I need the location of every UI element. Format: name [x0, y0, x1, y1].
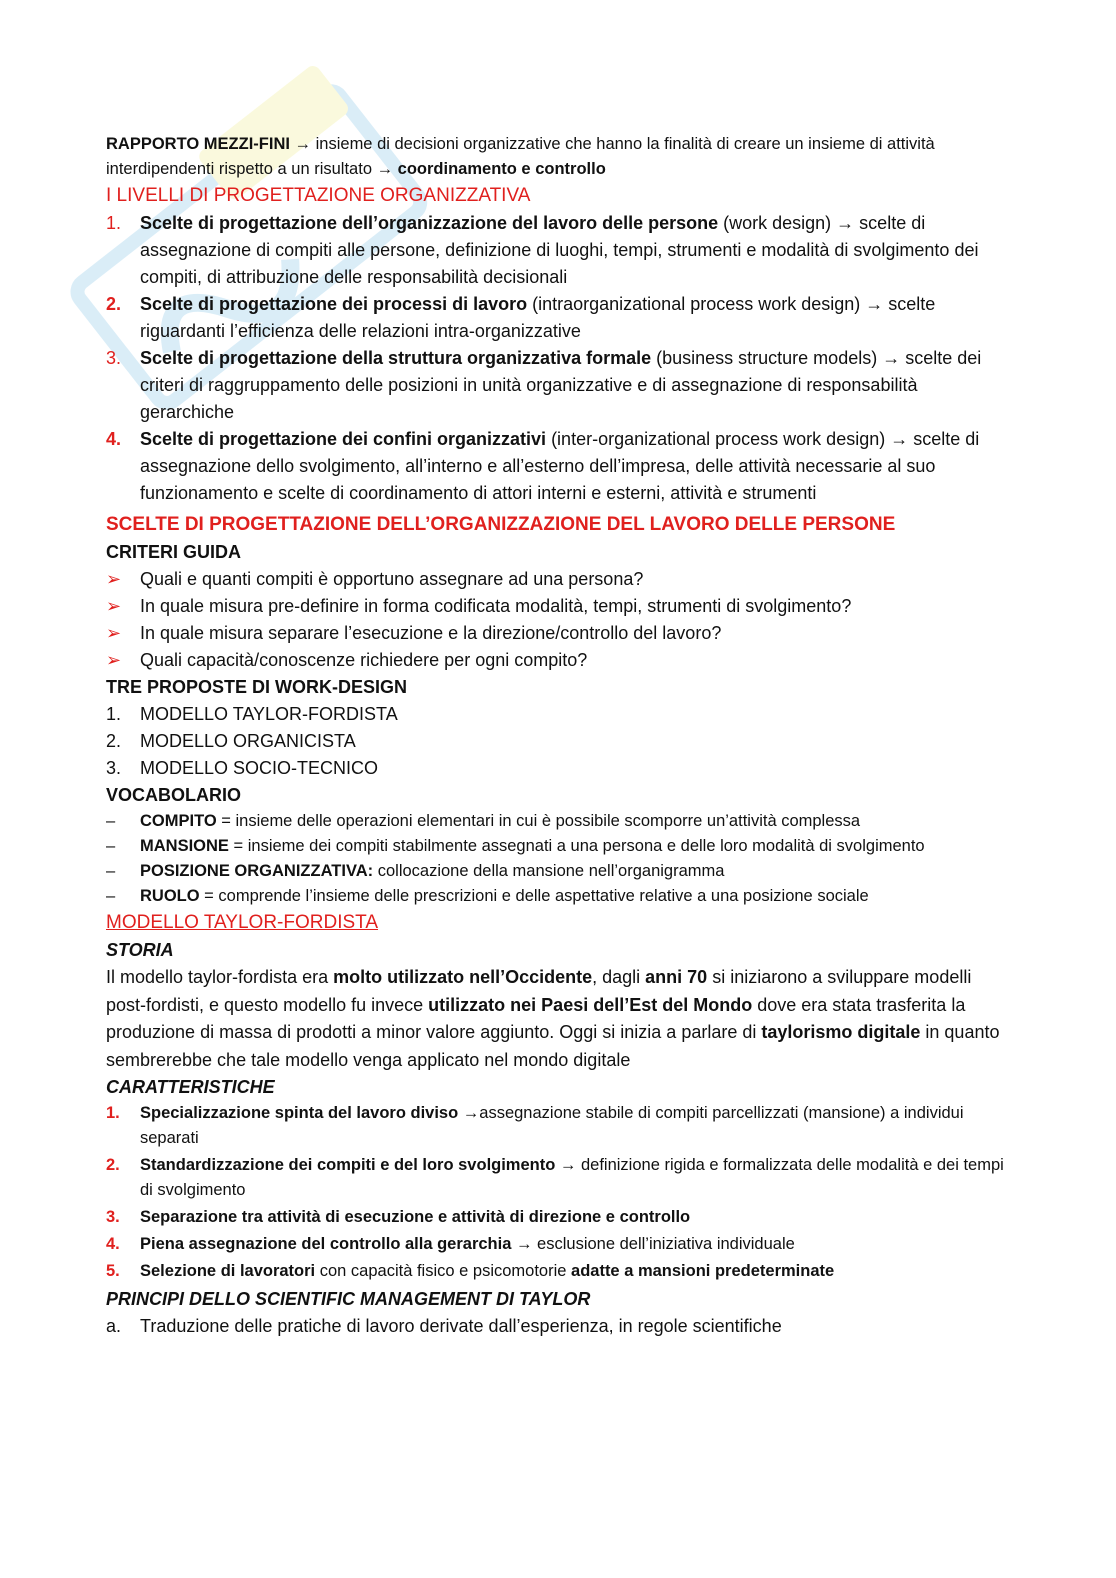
vocab-def: = comprende l’insieme delle prescrizioni e delle aspettative relative a una posizione sociale — [199, 887, 869, 905]
arrow-icon: → — [294, 135, 312, 153]
storia-segment: taylorismo digitale — [761, 1022, 921, 1042]
arrow-bullet-icon: ➢ — [106, 596, 122, 616]
livelli-title: I LIVELLI DI PROGETTAZIONE ORGANIZZATIVA — [106, 185, 531, 206]
livello-text: (intraorganizational process work design) → scelte riguardanti l’efficienza delle relazioni intra-organizzative — [140, 294, 936, 341]
taylor-title: MODELLO TAYLOR-FORDISTA — [106, 912, 379, 933]
vocab-item — [106, 809, 1006, 834]
criterio-item — [106, 647, 1006, 674]
livello-text: (business structure models) → scelte dei criteri di raggruppamento delle posizioni in unità organizzative e di assegnazione di responsabilità gerarchiche — [140, 348, 982, 422]
caratteristica-text: → esclusione dell’iniziativa individuale — [511, 1235, 795, 1253]
storia-title: STORIA — [106, 940, 174, 960]
storia-segment: si iniziarono a sviluppare modelli post-fordisti, e questo modello fu invece — [106, 967, 972, 1015]
proposta-text: MODELLO ORGANICISTA — [140, 731, 356, 751]
list-number: 2. — [106, 1156, 120, 1174]
arrow-icon: → — [376, 160, 394, 178]
proposta-item — [106, 701, 1006, 728]
livello-item — [106, 345, 1006, 426]
vocab-def: = insieme dei compiti stabilmente assegnati a una persona e delle loro modalità di svolgimento — [228, 837, 925, 855]
proposta-item — [106, 755, 1006, 782]
proposta-text: MODELLO SOCIO-TECNICO — [140, 758, 379, 778]
list-number: 2. — [106, 294, 122, 314]
dash-icon: – — [106, 837, 116, 855]
list-number: 1. — [106, 213, 122, 233]
list-number: 1. — [106, 1104, 120, 1122]
list-number: 4. — [106, 1235, 120, 1253]
list-number: 4. — [106, 429, 122, 449]
caratteristica-item — [106, 1101, 1006, 1151]
caratteristica-text: →assegnazione stabile di compiti parcellizzati (mansione) a individui separati — [140, 1104, 964, 1147]
caratteristica-text: Specializzazione spinta del lavoro diviso — [140, 1104, 463, 1122]
list-number: 5. — [106, 1262, 120, 1280]
principi-list — [106, 1313, 1006, 1340]
storia-segment: , dagli — [592, 967, 646, 987]
document-page — [106, 130, 1006, 1340]
intro-paragraph — [106, 132, 1006, 182]
intro-text: insieme di decisioni organizzative che hanno la finalità di creare un insieme di attività interdipendenti rispetto a un risultato — [106, 135, 935, 178]
livello-bold: Scelte di progettazione dell’organizzazione del lavoro delle persone — [140, 213, 719, 233]
arrow-bullet-icon: ➢ — [106, 623, 122, 643]
livello-text: (work design) → scelte di assegnazione di compiti alle persone, definizione di luoghi, tempi, strumenti e modalità di svolgimento dei compiti, di attribuzione delle responsabilità decisionali — [140, 213, 979, 287]
principio-text: Traduzione delle pratiche di lavoro derivate dall’esperienza, in regole scientifiche — [140, 1316, 782, 1336]
dash-icon: – — [106, 887, 116, 905]
list-number: 2. — [106, 731, 122, 751]
vocab-item — [106, 884, 1006, 909]
storia-segment: utilizzato nei Paesi dell’Est del Mondo — [428, 994, 753, 1015]
storia-segment: dove era stata trasferita la produzione di massa di prodotti a minor valore aggiunto. Oggi si inizia a parlare di — [106, 994, 966, 1042]
proposte-title: TRE PROPOSTE DI WORK-DESIGN — [106, 677, 408, 697]
caratteristica-item — [106, 1232, 1006, 1257]
livello-bold: Scelte di progettazione dei processi di lavoro — [140, 294, 528, 314]
list-letter: a. — [106, 1316, 122, 1336]
caratteristiche-list — [106, 1101, 1006, 1284]
list-number: 1. — [106, 704, 122, 724]
caratteristica-item — [106, 1259, 1006, 1284]
vocab-def: = insieme delle operazioni elementari in cui è possibile scomporre un’attività complessa — [216, 812, 861, 830]
caratteristica-text: Separazione tra attività di esecuzione e attività di direzione e controllo — [140, 1208, 691, 1226]
livelli-list — [106, 210, 1006, 507]
vocab-term: RUOLO — [140, 887, 200, 905]
caratteristiche-title: CARATTERISTICHE — [106, 1077, 275, 1097]
scelte-title: SCELTE DI PROGETTAZIONE DELL’ORGANIZZAZIONE DEL LAVORO DELLE PERSONE — [106, 514, 896, 535]
vocab-item — [106, 859, 1006, 884]
list-number: 3. — [106, 348, 122, 368]
caratteristica-item — [106, 1205, 1006, 1230]
caratteristica-text: Piena assegnazione del controllo alla gerarchia — [140, 1235, 512, 1253]
criterio-text: In quale misura separare l’esecuzione e la direzione/controllo del lavoro? — [140, 623, 722, 643]
storia-segment: Il modello taylor-fordista era — [106, 967, 334, 987]
caratteristica-text: adatte a mansioni predeterminate — [571, 1262, 835, 1280]
livello-item — [106, 426, 1006, 507]
dash-icon: – — [106, 812, 116, 830]
livello-bold: Scelte di progettazione dei confini organizzativi — [140, 429, 547, 449]
vocab-item — [106, 834, 1006, 859]
caratteristica-text: Selezione di lavoratori — [140, 1262, 316, 1280]
criteri-title: CRITERI GUIDA — [106, 542, 241, 562]
vocab-title: VOCABOLARIO — [106, 785, 241, 805]
vocab-list — [106, 809, 1006, 909]
intro-term: RAPPORTO MEZZI-FINI — [106, 135, 290, 153]
proposte-list — [106, 701, 1006, 782]
criterio-item — [106, 620, 1006, 647]
arrow-bullet-icon: ➢ — [106, 569, 122, 589]
caratteristica-text: Standardizzazione dei compiti e del loro svolgimento — [140, 1156, 556, 1174]
criterio-item — [106, 593, 1006, 620]
dash-icon: – — [106, 862, 116, 880]
caratteristica-text: → definizione rigida e formalizzata delle modalità e dei tempi di svolgimento — [140, 1156, 1004, 1199]
storia-segment: anni 70 — [645, 967, 708, 987]
criterio-text: Quali e quanti compiti è opportuno assegnare ad una persona? — [140, 569, 644, 589]
list-number: 3. — [106, 1208, 120, 1226]
storia-segment: molto utilizzato nell’Occidente — [333, 967, 593, 987]
livello-item — [106, 210, 1006, 291]
principio-item — [106, 1313, 1006, 1340]
vocab-def: collocazione della mansione nell’organigramma — [373, 862, 725, 880]
criteri-list — [106, 566, 1006, 674]
caratteristica-item — [106, 1153, 1006, 1203]
criterio-item — [106, 566, 1006, 593]
caratteristica-text: con capacità fisico e psicomotorie — [315, 1262, 572, 1280]
principi-title: PRINCIPI DELLO SCIENTIFIC MANAGEMENT DI TAYLOR — [106, 1289, 591, 1309]
livello-item — [106, 291, 1006, 345]
proposta-item — [106, 728, 1006, 755]
intro-bold-end: coordinamento e controllo — [393, 160, 606, 178]
proposta-text: MODELLO TAYLOR-FORDISTA — [140, 704, 398, 724]
storia-segment: in quanto sembrerebbe che tale modello venga applicato nel mondo digitale — [106, 1022, 1000, 1070]
vocab-term: MANSIONE — [140, 837, 229, 855]
criterio-text: In quale misura pre-definire in forma codificata modalità, tempi, strumenti di svolgimento? — [140, 596, 852, 616]
livello-bold: Scelte di progettazione della struttura organizzativa formale — [140, 348, 652, 368]
criterio-text: Quali capacità/conoscenze richiedere per ogni compito? — [140, 650, 588, 670]
vocab-term: COMPITO — [140, 812, 217, 830]
vocab-term: POSIZIONE ORGANIZZATIVA: — [140, 862, 374, 880]
arrow-bullet-icon: ➢ — [106, 650, 122, 670]
storia-paragraph — [106, 964, 1006, 1074]
livello-text: (inter-organizational process work design) → scelte di assegnazione dello svolgimento, all’interno e all’esterno dell’impresa, delle attività necessarie al suo funzionamento e scelte di coordinamento di attori interni e esterni, attività e strumenti — [140, 429, 980, 503]
list-number: 3. — [106, 758, 122, 778]
